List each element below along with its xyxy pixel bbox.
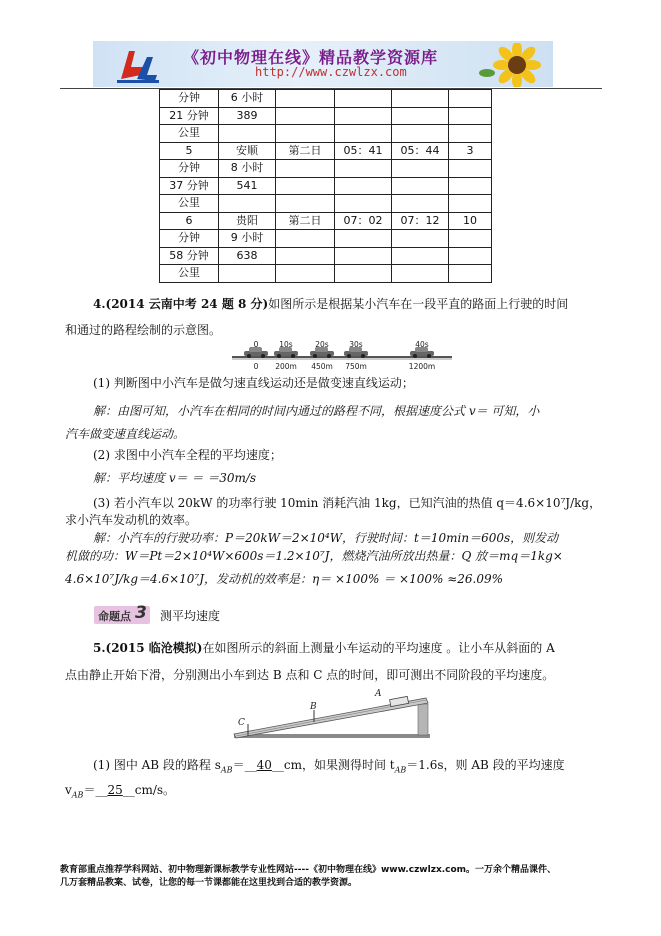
train-timetable (159, 89, 492, 283)
table-cell: 分钟 (160, 90, 219, 108)
q5-line1 (93, 640, 555, 656)
distance-label: 750m (345, 362, 367, 371)
table-row (160, 125, 492, 143)
banner-title: 《初中物理在线》精品教学资源库 (183, 48, 439, 67)
table-cell (392, 195, 449, 213)
table-row (160, 90, 492, 108)
table-row (160, 212, 492, 230)
table-cell (392, 107, 449, 125)
table-cell (276, 195, 335, 213)
q5-part2: $v_{AB}=\_\_25\_\_cm/s$。 (65, 783, 176, 800)
distance-label: 200m (275, 362, 297, 371)
q4-solution3-line2: 机做的功：W＝Pt＝2×10⁴W×600s＝1.2×10⁷J，燃烧汽油所放出热量：Q 放＝mq＝1kg× (65, 549, 563, 563)
q4-line1 (93, 296, 568, 312)
logo-icon (113, 45, 163, 85)
table-cell (276, 230, 335, 248)
table-cell: 公里 (160, 195, 219, 213)
q4-text: 如图所示是根据某小汽车在一段平直的路面上行驶的时间 (268, 297, 569, 311)
table-cell (392, 230, 449, 248)
table-cell (276, 247, 335, 265)
time-label: 0 (253, 340, 259, 349)
table-cell (219, 125, 276, 143)
table-cell (449, 195, 492, 213)
table-row (160, 230, 492, 248)
table-cell: 8 小时 (219, 160, 276, 178)
time-label: 40s (415, 340, 429, 349)
section-tag-number: 3 (135, 603, 147, 623)
table-cell: 389 (219, 107, 276, 125)
table-cell (276, 177, 335, 195)
header-banner (93, 41, 553, 87)
distance-label: 0 (253, 362, 259, 371)
table-cell (335, 160, 392, 178)
table-cell (449, 107, 492, 125)
table-row (160, 265, 492, 283)
sunflower-icon (479, 43, 549, 87)
table-cell: 9 小时 (219, 230, 276, 248)
table-cell (449, 230, 492, 248)
table-cell: 21 分钟 (160, 107, 219, 125)
time-label: 10s (279, 340, 293, 349)
point-label-c: C (238, 718, 245, 728)
table-row (160, 247, 492, 265)
table-cell (392, 177, 449, 195)
table-cell (276, 160, 335, 178)
table-cell: 638 (219, 247, 276, 265)
q5-answer-1: 40 (256, 758, 272, 772)
table-cell: 6 (160, 212, 219, 230)
table-row (160, 107, 492, 125)
banner-url[interactable]: http://www.czwlzx.com (255, 65, 407, 79)
point-label-a: A (375, 689, 382, 699)
table-cell (392, 265, 449, 283)
table-cell: 3 (449, 142, 492, 160)
q4-solution1-line2: 汽车做变速直线运动。 (65, 427, 186, 441)
section-title: 测平均速度 (160, 609, 221, 623)
table-cell: 贵阳 (219, 212, 276, 230)
table-cell: 07：12 (392, 212, 449, 230)
q4-solution3-line3: 4.6×10⁷J/kg＝4.6×10⁷J，发动机的效率是：η＝ ×100% ＝ ×100% ≈26.09% (65, 572, 504, 586)
table-cell (449, 125, 492, 143)
table-cell (449, 160, 492, 178)
q4-line2: 和通过的路程绘制的示意图。 (65, 323, 222, 337)
footer-line2: 几万套精品教案、试卷，让您的每一节课都能在这里找到合适的教学资源。 (60, 878, 358, 888)
q4-part3-line2: 求小汽车发动机的效率。 (65, 513, 198, 527)
table-cell (392, 90, 449, 108)
table-cell: 5 (160, 142, 219, 160)
q5-part1: (1) 图中 AB 段的路程 $s_{AB}=\_\_40\_\_cm$，如果测得时间 $t_{AB}=1.6s$，则 AB 段的平均速度 (93, 758, 565, 775)
q4-part3-line1: (3) 若小汽车以 20kW 的功率行驶 10min 消耗汽油 1kg，已知汽油的热值 q＝4.6×10⁷J/kg， (93, 496, 602, 510)
table-row (160, 160, 492, 178)
table-cell: 541 (219, 177, 276, 195)
table-cell (392, 125, 449, 143)
q5-text: 在如图所示的斜面上测量小车运动的平均速度 。让小车从斜面的 A (202, 641, 555, 655)
q4-part1: (1) 判断图中小汽车是做匀速直线运动还是做变速直线运动； (93, 376, 414, 390)
table-cell: 6 小时 (219, 90, 276, 108)
table-cell: 58 分钟 (160, 247, 219, 265)
table-cell: 公里 (160, 125, 219, 143)
time-label: 20s (315, 340, 329, 349)
table-cell (449, 265, 492, 283)
table-cell: 07：02 (335, 212, 392, 230)
q5-line2: 点由静止开始下滑，分别测出小车到达 B 点和 C 点的时间，即可测出不同阶段的平均速度。 (65, 668, 555, 682)
table-cell: 分钟 (160, 160, 219, 178)
table-cell: 05：44 (392, 142, 449, 160)
table-cell: 第二日 (276, 142, 335, 160)
distance-label: 450m (311, 362, 333, 371)
table-cell (276, 107, 335, 125)
table-cell (219, 265, 276, 283)
q5-header: 5.(2015 临沧模拟) (93, 641, 203, 655)
table-cell (219, 195, 276, 213)
table-cell (276, 125, 335, 143)
car-distance-diagram (230, 340, 455, 372)
table-cell (392, 160, 449, 178)
table-cell (335, 230, 392, 248)
table-cell: 安顺 (219, 142, 276, 160)
time-label: 30s (349, 340, 363, 349)
table-cell (335, 125, 392, 143)
distance-label: 1200m (408, 362, 436, 371)
incline-diagram (228, 684, 436, 742)
table-cell: 37 分钟 (160, 177, 219, 195)
q4-part2: (2) 求图中小汽车全程的平均速度； (93, 448, 282, 462)
table-row (160, 195, 492, 213)
table-row (160, 177, 492, 195)
table-cell (335, 107, 392, 125)
table-cell (449, 247, 492, 265)
table-cell (392, 247, 449, 265)
q4-solution1-line1: 解：由图可知，小汽车在相同的时间内通过的路程不同，根据速度公式 v＝ 可知，小 (93, 404, 540, 418)
table-cell: 10 (449, 212, 492, 230)
q4-solution2: 解：平均速度 v＝ ＝ ＝30m/s (93, 471, 257, 485)
q4-header: 4.(2014 云南中考 24 题 8 分) (93, 297, 269, 311)
point-label-b: B (310, 702, 317, 712)
q5-answer-2: 25 (107, 783, 123, 797)
section-tag-label: 命题点 (98, 610, 131, 623)
table-cell (276, 265, 335, 283)
table-cell (335, 265, 392, 283)
table-cell (449, 90, 492, 108)
table-cell (276, 90, 335, 108)
section-tag (94, 603, 150, 624)
table-cell (335, 90, 392, 108)
table-cell: 第二日 (276, 212, 335, 230)
footer-line1: 教育部重点推荐学科网站、初中物理新课标教学专业性网站----《初中物理在线》www.czwlzx.com。一万余个精品课件、 (60, 865, 557, 875)
table-cell: 分钟 (160, 230, 219, 248)
q4-solution3-line1: 解：小汽车的行驶功率：P＝20kW＝2×10⁴W，行驶时间：t＝10min＝600s，则发动 (93, 531, 559, 545)
table-cell: 公里 (160, 265, 219, 283)
table-row (160, 142, 492, 160)
table-cell (335, 247, 392, 265)
table-cell (449, 177, 492, 195)
table-cell (335, 195, 392, 213)
table-cell (335, 177, 392, 195)
table-cell: 05：41 (335, 142, 392, 160)
